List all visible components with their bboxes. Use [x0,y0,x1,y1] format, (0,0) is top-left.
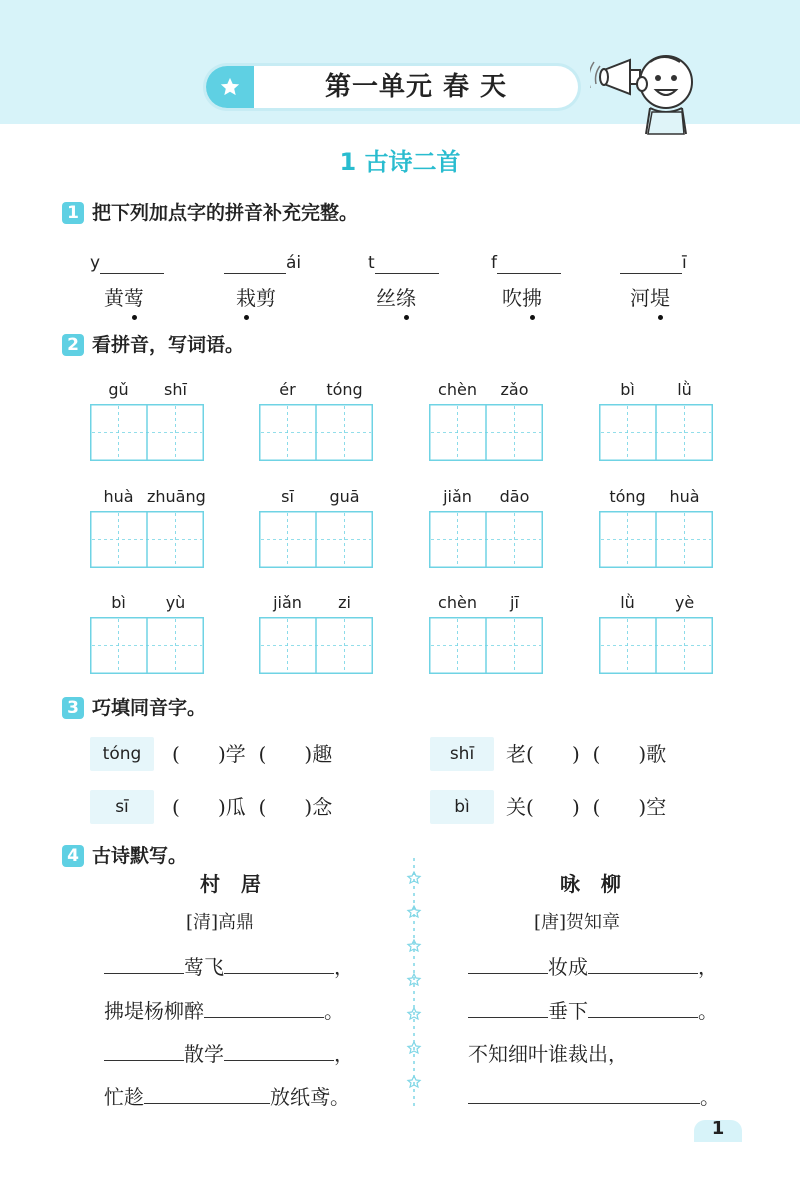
punct: 。 [330,1085,350,1109]
dotted-divider [404,858,424,1110]
pinyin-syllable: zǎo [500,380,529,399]
pinyin-syllable: bì [111,593,126,612]
tianzige-writing-box[interactable] [259,617,373,674]
homophone-fill[interactable]: 老( ) ( )歌 [506,742,667,766]
pinyin-blank-4[interactable] [491,252,561,274]
tianzige-writing-box[interactable] [90,511,204,568]
answer-line [144,1083,270,1104]
tianzige-writing-box[interactable] [429,404,543,461]
pinyin-blank-1[interactable] [90,252,164,274]
pinyin-syllable: huà [669,487,700,506]
left-poem-line-3[interactable] [104,1040,354,1068]
poem-text: 放纸鸢 [270,1085,330,1109]
pinyin-syllable: dāo [499,487,530,506]
answer-line [224,1040,334,1061]
pinyin-prefix: f [491,253,497,273]
pinyin-prefix: y [90,253,101,273]
poem-text: 拂堤杨柳醉 [104,999,204,1023]
pinyin-syllable: ér [279,380,296,399]
poem-text: 妆成 [548,955,588,979]
pinyin-syllable: jī [510,593,519,612]
tianzige-writing-box[interactable] [259,511,373,568]
homophone-fill[interactable]: ( )瓜 ( )念 [172,795,333,819]
pinyin-blank-3[interactable] [368,252,439,274]
right-poem-author: [唐]贺知章 [534,912,621,933]
answer-line [375,255,439,274]
pinyin-tag: tóng [90,737,154,771]
answer-line [224,255,286,274]
question-1-text: 把下列加点字的拼音补充完整。 [92,202,359,224]
pinyin-syllable: chèn [438,593,477,612]
word-2 [236,285,276,311]
punct: ， [334,955,354,979]
question-number-2: 2 [62,334,84,356]
poem-text: 垂下 [548,999,588,1023]
pinyin-tag: sī [90,790,154,824]
pinyin-syllable: lǜ [620,593,635,612]
tianzige-writing-box[interactable] [90,617,204,674]
punct: 。 [700,1085,720,1109]
answer-line [104,1040,184,1061]
pinyin-syllable: jiǎn [443,487,472,506]
punct: 。 [698,999,718,1023]
pinyin-syllable: gǔ [108,380,129,399]
answer-line [100,255,164,274]
dotted-char: 莺 [124,286,144,310]
tianzige-writing-box[interactable] [429,511,543,568]
char: 吹 [502,286,522,310]
tianzige-writing-box[interactable] [599,617,713,674]
pinyin-syllable: lǜ [677,380,692,399]
answer-line [588,953,698,974]
answer-line [588,997,698,1018]
pinyin-syllable: yù [165,593,186,612]
question-number-4: 4 [62,845,84,867]
answer-line [224,953,334,974]
pinyin-syllable: tóng [326,380,363,399]
answer-line [468,997,548,1018]
dotted-char: 栽 [236,286,256,310]
word-3 [376,285,416,311]
word-4 [502,285,542,311]
right-poem-line-3: 不知细叶谁裁出， [468,1042,628,1066]
pinyin-syllable: tóng [609,487,646,506]
word-5 [630,285,670,311]
pinyin-blank-2[interactable] [224,252,301,274]
left-poem-line-1[interactable] [104,953,354,981]
answer-line [468,1083,700,1104]
question-number-3: 3 [62,697,84,719]
pinyin-syllable: sī [281,487,294,506]
right-poem-line-2[interactable] [468,997,718,1025]
answer-line [620,255,682,274]
pinyin-prefix: t [368,253,375,273]
char: 河 [630,286,650,310]
right-poem-title: 咏 柳 [560,872,621,896]
unit-title: 第一单元 春 天 [324,72,508,102]
poem-text: 散学 [184,1042,224,1066]
tianzige-writing-box[interactable] [259,404,373,461]
pinyin-suffix: ái [286,253,302,273]
punct: 。 [324,999,344,1023]
answer-line [104,953,184,974]
pinyin-syllable: yè [674,593,695,612]
homophone-fill[interactable]: 关( ) ( )空 [506,795,667,819]
mascot-megaphone-icon [590,44,700,136]
pinyin-tag: shī [430,737,494,771]
lesson-title: 1 古诗二首 [339,148,461,176]
answer-line [497,255,561,274]
answer-line [204,997,324,1018]
pinyin-syllable: chèn [438,380,477,399]
tianzige-writing-box[interactable] [599,511,713,568]
tianzige-writing-box[interactable] [429,617,543,674]
right-poem-line-4[interactable] [468,1083,720,1111]
char: 丝 [376,286,396,310]
pinyin-syllable: zi [338,593,351,612]
left-poem-title: 村 居 [200,872,261,896]
pinyin-suffix: ī [682,253,687,273]
pinyin-syllable: jiǎn [273,593,302,612]
word-1 [104,285,144,311]
star-icon [206,66,254,108]
pinyin-syllable: shī [164,380,187,399]
char: 黄 [104,286,124,310]
char: 剪 [256,286,276,310]
dotted-char: 绦 [396,286,416,310]
pinyin-tag: bì [430,790,494,824]
tianzige-writing-box[interactable] [90,404,204,461]
dotted-char: 拂 [522,286,542,310]
pinyin-syllable: zhuāng [147,487,206,506]
dotted-char: 堤 [650,286,670,310]
answer-line [468,953,548,974]
left-poem-author: [清]高鼎 [186,912,255,933]
poem-text: 忙趁 [104,1085,144,1109]
question-number-1: 1 [62,202,84,224]
pinyin-blank-5[interactable] [620,252,687,274]
punct: ， [334,1042,354,1066]
punct: ， [698,955,718,979]
tianzige-writing-box[interactable] [599,404,713,461]
left-poem-line-4[interactable] [104,1083,350,1111]
page-number: 1 [711,1118,725,1139]
poem-text: 莺飞 [184,955,224,979]
question-3-text: 巧填同音字。 [92,697,207,719]
pinyin-syllable: bì [620,380,635,399]
right-poem-line-1[interactable] [468,953,718,981]
homophone-fill[interactable]: ( )学 ( )趣 [172,742,333,766]
question-4-text: 古诗默写。 [92,845,188,867]
pinyin-syllable: huà [103,487,134,506]
left-poem-line-2[interactable] [104,997,344,1025]
question-2-text: 看拼音，写词语。 [92,334,245,356]
pinyin-syllable: guā [329,487,360,506]
